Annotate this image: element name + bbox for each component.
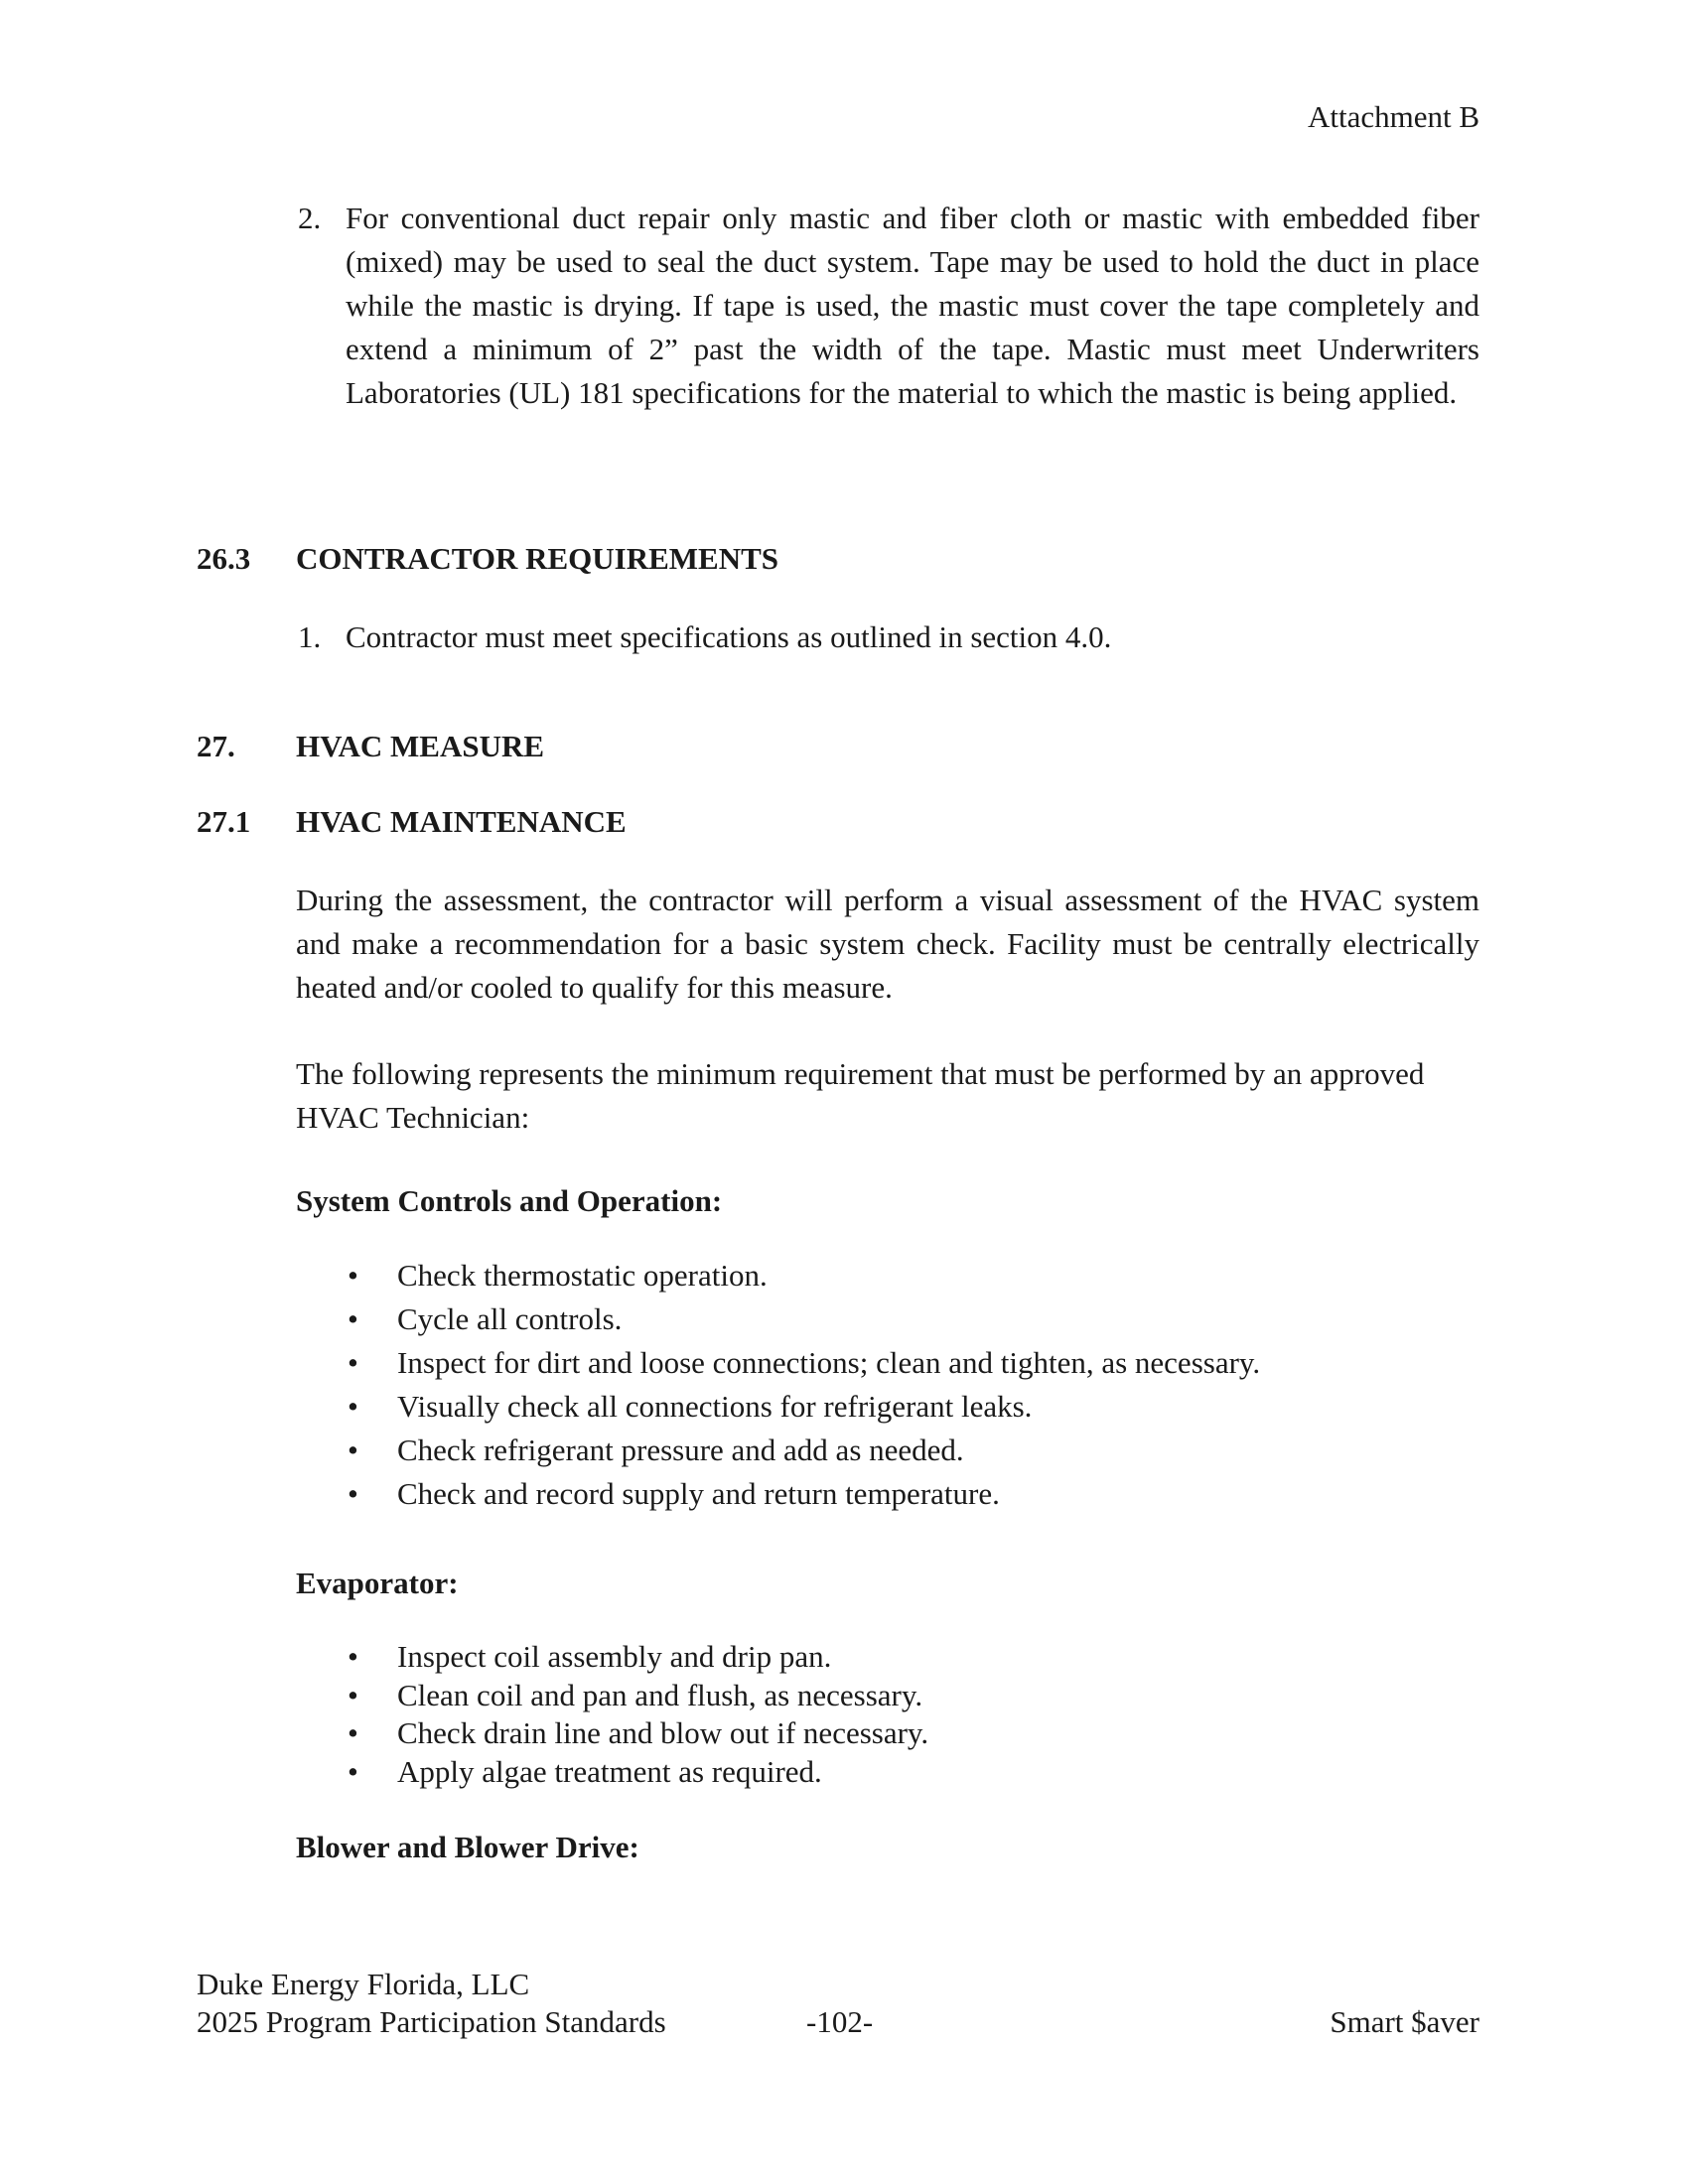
- bullet-list-system-controls: [348, 1254, 1479, 1516]
- bullet-icon: •: [348, 1389, 358, 1424]
- numbered-item-duct-repair: [298, 197, 1479, 415]
- section-number: 27.: [197, 729, 235, 763]
- subheading-evaporator: Evaporator:: [296, 1566, 459, 1600]
- footer-document-title: 2025 Program Participation Standards: [197, 2004, 666, 2039]
- section-heading-27: [197, 729, 1487, 768]
- list-item: • Inspect coil assembly and drip pan.: [348, 1638, 1479, 1677]
- bullet-icon: •: [348, 1753, 358, 1789]
- subheading-system-controls: System Controls and Operation:: [296, 1183, 723, 1218]
- list-item: • Inspect for dirt and loose connections; clean and tighten, as necessary.: [348, 1341, 1479, 1385]
- section-title: CONTRACTOR REQUIREMENTS: [296, 541, 779, 576]
- section-number: 26.3: [197, 541, 251, 576]
- list-item: • Apply algae treatment as required.: [348, 1753, 1479, 1792]
- section-title: HVAC MEASURE: [296, 729, 545, 763]
- section-heading-26-3: [197, 541, 1487, 581]
- bullet-icon: •: [348, 1345, 358, 1380]
- bullet-icon: •: [348, 1476, 358, 1511]
- bullet-icon: •: [348, 1433, 358, 1467]
- item-number: 1.: [298, 619, 322, 654]
- list-item: • Check drain line and blow out if necessary.: [348, 1714, 1479, 1753]
- section-title: HVAC MAINTENANCE: [296, 804, 627, 839]
- item-text: For conventional duct repair only mastic and fiber cloth or mastic with embedded fiber (mixed) may be used to seal the duct system. Tape may be used to hold the duct in place while the mastic is drying. If tape is used, the mastic must cover the tape completely and extend a minimum of 2” past the width of the tape. Mastic must meet Underwriters Laboratories (UL) 181 specifications for the material to which the mastic is being applied.: [346, 201, 1479, 410]
- paragraph-assessment: During the assessment, the contractor will perform a visual assessment of the HVAC system and make a recommendation for a basic system check. Facility must be centrally electrically heated and/or cooled to qualify for this measure.: [296, 883, 1479, 1005]
- list-item: • Cycle all controls.: [348, 1297, 1479, 1341]
- bullet-icon: •: [348, 1258, 358, 1293]
- bullet-list-evaporator: [348, 1638, 1479, 1791]
- bullet-icon: •: [348, 1715, 358, 1750]
- footer-page-number: -102-: [806, 2004, 874, 2039]
- list-item: • Check and record supply and return temperature.: [348, 1472, 1479, 1516]
- footer-program-name: Smart $aver: [1330, 2004, 1479, 2039]
- footer-company: Duke Energy Florida, LLC: [197, 1967, 530, 2001]
- bullet-icon: •: [348, 1301, 358, 1336]
- list-item: • Check thermostatic operation.: [348, 1254, 1479, 1297]
- list-item: • Check refrigerant pressure and add as needed.: [348, 1429, 1479, 1472]
- bullet-icon: •: [348, 1639, 358, 1674]
- item-number: 2.: [298, 201, 322, 235]
- attachment-label: Attachment B: [1307, 99, 1479, 134]
- list-item: • Clean coil and pan and flush, as necessary.: [348, 1677, 1479, 1715]
- section-number: 27.1: [197, 804, 251, 839]
- bullet-icon: •: [348, 1677, 358, 1712]
- section-heading-27-1: [197, 804, 1487, 844]
- paragraph-minimum-requirement: The following represents the minimum requirement that must be performed by an approved HVAC Technician:: [296, 1056, 1425, 1135]
- item-text: Contractor must meet specifications as outlined in section 4.0.: [346, 619, 1112, 654]
- list-item: • Visually check all connections for refrigerant leaks.: [348, 1385, 1479, 1429]
- subheading-blower: Blower and Blower Drive:: [296, 1830, 639, 1864]
- numbered-item-contractor: [298, 615, 1479, 659]
